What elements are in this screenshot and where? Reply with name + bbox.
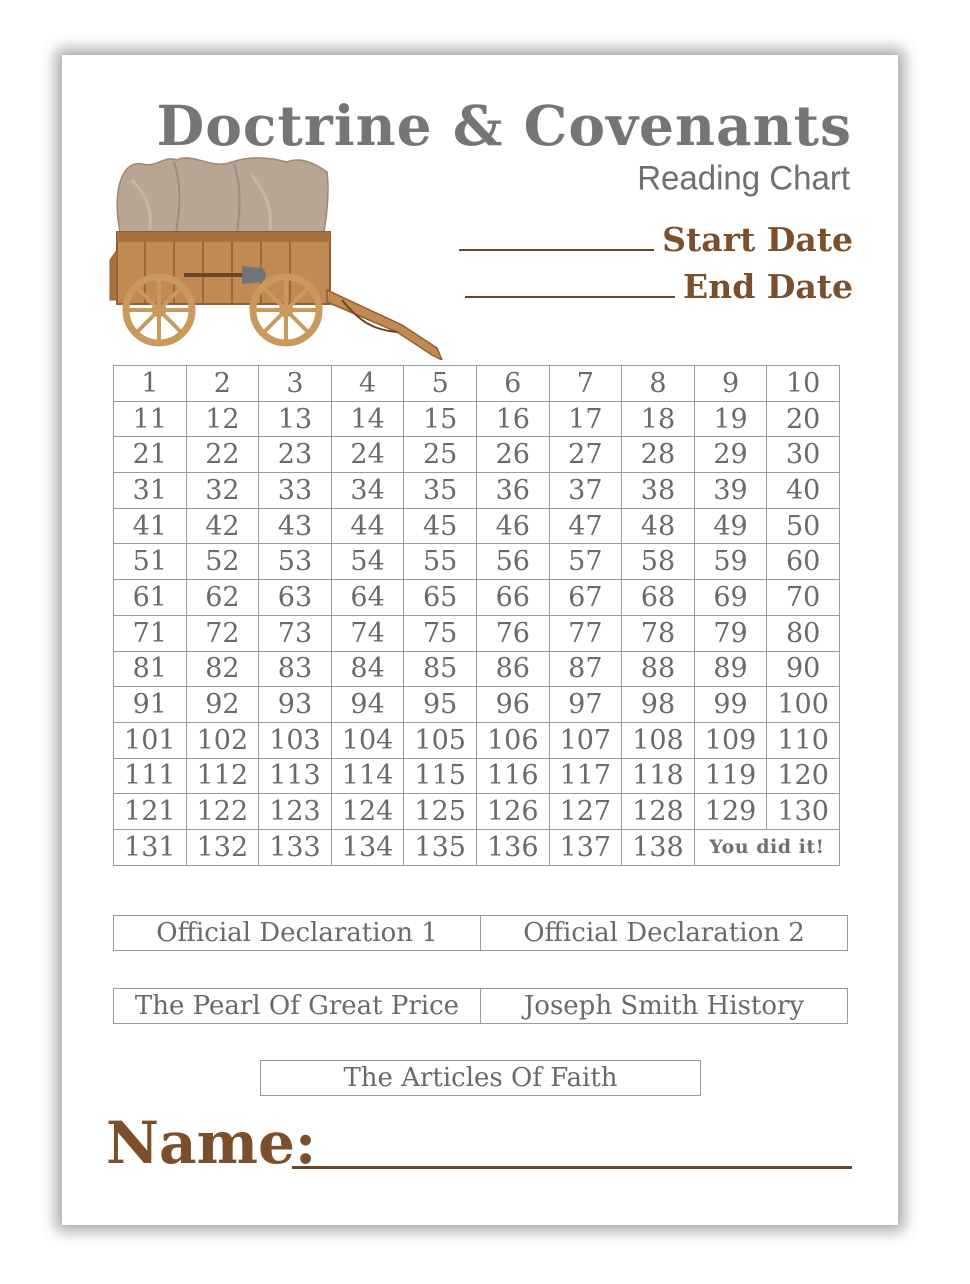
section-cell[interactable]: 26 — [476, 437, 549, 473]
section-cell[interactable]: 62 — [186, 580, 259, 616]
section-cell[interactable]: 83 — [259, 651, 332, 687]
section-cell[interactable]: 93 — [259, 687, 332, 723]
section-cell[interactable]: 110 — [767, 722, 840, 758]
name-label: Name: — [106, 1109, 317, 1177]
wheel-icon — [126, 277, 192, 343]
section-cell[interactable]: 109 — [694, 722, 767, 758]
name-input-line[interactable] — [292, 1166, 852, 1169]
section-cell[interactable]: 102 — [186, 722, 259, 758]
grid-row — [114, 401, 840, 437]
section-cell[interactable]: 5 — [404, 366, 477, 402]
section-cell[interactable]: 131 — [114, 829, 187, 865]
section-cell[interactable]: 91 — [114, 687, 187, 723]
section-cell[interactable]: 50 — [767, 508, 840, 544]
section-cell[interactable]: 118 — [622, 758, 695, 794]
section-cell[interactable]: 70 — [767, 580, 840, 616]
section-cell[interactable]: 64 — [331, 580, 404, 616]
section-cell[interactable]: 132 — [186, 829, 259, 865]
section-cell[interactable]: 97 — [549, 687, 622, 723]
grid-row — [114, 508, 840, 544]
section-cell[interactable]: 19 — [694, 401, 767, 437]
start-date-line[interactable] — [459, 249, 654, 251]
section-cell[interactable]: 42 — [186, 508, 259, 544]
section-cell[interactable]: 137 — [549, 829, 622, 865]
section-cell[interactable]: 10 — [767, 366, 840, 402]
grid-row — [114, 829, 840, 865]
section-cell[interactable]: 1 — [114, 366, 187, 402]
section-cell[interactable]: 40 — [767, 473, 840, 509]
section-cell[interactable]: 23 — [259, 437, 332, 473]
section-cell[interactable]: 6 — [476, 366, 549, 402]
section-cell[interactable]: 122 — [186, 794, 259, 830]
section-cell[interactable]: 61 — [114, 580, 187, 616]
section-cell[interactable]: 111 — [114, 758, 187, 794]
section-cell[interactable]: 95 — [404, 687, 477, 723]
section-cell[interactable]: 119 — [694, 758, 767, 794]
section-cell[interactable]: 98 — [622, 687, 695, 723]
section-cell[interactable]: 30 — [767, 437, 840, 473]
section-cell[interactable]: 47 — [549, 508, 622, 544]
section-cell[interactable]: 15 — [404, 401, 477, 437]
section-cell[interactable]: 79 — [694, 615, 767, 651]
section-cell[interactable]: 41 — [114, 508, 187, 544]
section-cell[interactable]: 72 — [186, 615, 259, 651]
grid-row — [114, 687, 840, 723]
section-cell[interactable]: 48 — [622, 508, 695, 544]
section-cell[interactable]: 54 — [331, 544, 404, 580]
section-cell[interactable]: 89 — [694, 651, 767, 687]
official-declarations-row — [113, 915, 848, 951]
section-cell[interactable]: 103 — [259, 722, 332, 758]
section-cell[interactable]: 108 — [622, 722, 695, 758]
section-cell[interactable]: 133 — [259, 829, 332, 865]
section-cell[interactable]: 37 — [549, 473, 622, 509]
section-cell[interactable]: 82 — [186, 651, 259, 687]
end-date-label: End Date — [683, 267, 853, 306]
section-cell[interactable]: 121 — [114, 794, 187, 830]
section-cell[interactable]: 92 — [186, 687, 259, 723]
section-cell[interactable]: 38 — [622, 473, 695, 509]
section-cell[interactable]: 116 — [476, 758, 549, 794]
section-cell[interactable]: 75 — [404, 615, 477, 651]
grid-row — [114, 580, 840, 616]
grid-row — [114, 794, 840, 830]
section-cell[interactable]: 31 — [114, 473, 187, 509]
section-cell[interactable]: 81 — [114, 651, 187, 687]
official-declaration-1-box[interactable]: Official Declaration 1 — [156, 918, 438, 948]
grid-row — [114, 544, 840, 580]
section-cell[interactable]: 16 — [476, 401, 549, 437]
section-cell[interactable]: 130 — [767, 794, 840, 830]
section-cell[interactable]: 22 — [186, 437, 259, 473]
section-cell[interactable]: 106 — [476, 722, 549, 758]
section-cell[interactable]: 39 — [694, 473, 767, 509]
section-cell[interactable]: 138 — [622, 829, 695, 865]
section-cell[interactable]: 101 — [114, 722, 187, 758]
section-cell[interactable]: 117 — [549, 758, 622, 794]
section-cell[interactable]: 58 — [622, 544, 695, 580]
section-cell[interactable]: 59 — [694, 544, 767, 580]
section-cell[interactable]: 7 — [549, 366, 622, 402]
wheel-icon — [253, 277, 319, 343]
articles-of-faith-box[interactable]: The Articles Of Faith — [343, 1063, 618, 1093]
section-cell[interactable]: 56 — [476, 544, 549, 580]
section-cell[interactable]: 87 — [549, 651, 622, 687]
section-cell[interactable]: 68 — [622, 580, 695, 616]
section-cell[interactable]: 67 — [549, 580, 622, 616]
page-title: Doctrine & Covenants — [156, 93, 852, 158]
section-cell[interactable]: 123 — [259, 794, 332, 830]
start-date-field[interactable] — [459, 220, 853, 259]
grid-row — [114, 437, 840, 473]
page-subtitle: Reading Chart — [637, 158, 850, 197]
grid-row — [114, 473, 840, 509]
joseph-smith-history-box[interactable]: Joseph Smith History — [480, 989, 847, 1023]
articles-row — [260, 1060, 701, 1096]
completion-cell: You did it! — [694, 829, 839, 865]
section-cell[interactable]: 134 — [331, 829, 404, 865]
section-cell[interactable]: 124 — [331, 794, 404, 830]
section-cell[interactable]: 99 — [694, 687, 767, 723]
section-cell[interactable]: 20 — [767, 401, 840, 437]
section-cell[interactable]: 28 — [622, 437, 695, 473]
section-cell[interactable]: 100 — [767, 687, 840, 723]
section-cell[interactable]: 71 — [114, 615, 187, 651]
section-cell[interactable]: 112 — [186, 758, 259, 794]
section-cell[interactable]: 13 — [259, 401, 332, 437]
section-cell[interactable]: 135 — [404, 829, 477, 865]
section-cell[interactable]: 73 — [259, 615, 332, 651]
section-cell[interactable]: 2 — [186, 366, 259, 402]
section-cell[interactable]: 90 — [767, 651, 840, 687]
grid-row — [114, 366, 840, 402]
section-cell[interactable]: 66 — [476, 580, 549, 616]
section-cell[interactable]: 128 — [622, 794, 695, 830]
covered-wagon-icon — [102, 150, 447, 360]
section-cell[interactable]: 127 — [549, 794, 622, 830]
section-cell[interactable]: 60 — [767, 544, 840, 580]
section-cell[interactable]: 125 — [404, 794, 477, 830]
section-cell[interactable]: 49 — [694, 508, 767, 544]
pearl-row — [113, 988, 848, 1024]
section-cell[interactable]: 45 — [404, 508, 477, 544]
section-cell[interactable]: 85 — [404, 651, 477, 687]
section-cell[interactable]: 65 — [404, 580, 477, 616]
section-cell[interactable]: 77 — [549, 615, 622, 651]
section-cell[interactable]: 35 — [404, 473, 477, 509]
section-cell[interactable]: 94 — [331, 687, 404, 723]
section-cell[interactable]: 21 — [114, 437, 187, 473]
section-cell[interactable]: 88 — [622, 651, 695, 687]
section-cell[interactable]: 51 — [114, 544, 187, 580]
section-cell[interactable]: 4 — [331, 366, 404, 402]
section-cell[interactable]: 14 — [331, 401, 404, 437]
section-cell[interactable]: 9 — [694, 366, 767, 402]
section-cell[interactable]: 86 — [476, 651, 549, 687]
grid-row — [114, 758, 840, 794]
section-cell[interactable]: 46 — [476, 508, 549, 544]
section-cell[interactable]: 120 — [767, 758, 840, 794]
section-cell[interactable]: 126 — [476, 794, 549, 830]
section-cell[interactable]: 114 — [331, 758, 404, 794]
section-cell[interactable]: 76 — [476, 615, 549, 651]
section-cell[interactable]: 53 — [259, 544, 332, 580]
end-date-field[interactable] — [465, 267, 853, 306]
section-cell[interactable]: 11 — [114, 401, 187, 437]
section-cell[interactable]: 52 — [186, 544, 259, 580]
grid-row — [114, 615, 840, 651]
section-cell[interactable]: 32 — [186, 473, 259, 509]
grid-row — [114, 722, 840, 758]
section-cell[interactable]: 57 — [549, 544, 622, 580]
section-cell[interactable]: 55 — [404, 544, 477, 580]
section-cell[interactable]: 25 — [404, 437, 477, 473]
section-cell[interactable]: 24 — [331, 437, 404, 473]
end-date-line[interactable] — [465, 296, 675, 298]
section-grid — [113, 365, 840, 866]
section-cell[interactable]: 63 — [259, 580, 332, 616]
section-cell[interactable]: 74 — [331, 615, 404, 651]
section-cell[interactable]: 36 — [476, 473, 549, 509]
grid-row — [114, 651, 840, 687]
section-cell[interactable]: 27 — [549, 437, 622, 473]
section-cell[interactable]: 12 — [186, 401, 259, 437]
section-cell[interactable]: 129 — [694, 794, 767, 830]
section-cell[interactable]: 8 — [622, 366, 695, 402]
section-cell[interactable]: 136 — [476, 829, 549, 865]
reading-chart-sheet — [62, 55, 898, 1225]
section-cell[interactable]: 33 — [259, 473, 332, 509]
section-cell[interactable]: 107 — [549, 722, 622, 758]
section-cell[interactable]: 29 — [694, 437, 767, 473]
start-date-label: Start Date — [662, 220, 853, 259]
pearl-of-great-price-box[interactable]: The Pearl Of Great Price — [134, 991, 460, 1021]
section-cell[interactable]: 78 — [622, 615, 695, 651]
section-cell[interactable]: 3 — [259, 366, 332, 402]
section-cell[interactable]: 80 — [767, 615, 840, 651]
section-cell[interactable]: 96 — [476, 687, 549, 723]
section-cell[interactable]: 104 — [331, 722, 404, 758]
section-cell[interactable]: 105 — [404, 722, 477, 758]
section-cell[interactable]: 17 — [549, 401, 622, 437]
official-declaration-2-box[interactable]: Official Declaration 2 — [480, 916, 847, 950]
section-cell[interactable]: 34 — [331, 473, 404, 509]
section-cell[interactable]: 113 — [259, 758, 332, 794]
section-cell[interactable]: 69 — [694, 580, 767, 616]
section-cell[interactable]: 43 — [259, 508, 332, 544]
section-cell[interactable]: 18 — [622, 401, 695, 437]
section-cell[interactable]: 84 — [331, 651, 404, 687]
section-cell[interactable]: 115 — [404, 758, 477, 794]
section-cell[interactable]: 44 — [331, 508, 404, 544]
